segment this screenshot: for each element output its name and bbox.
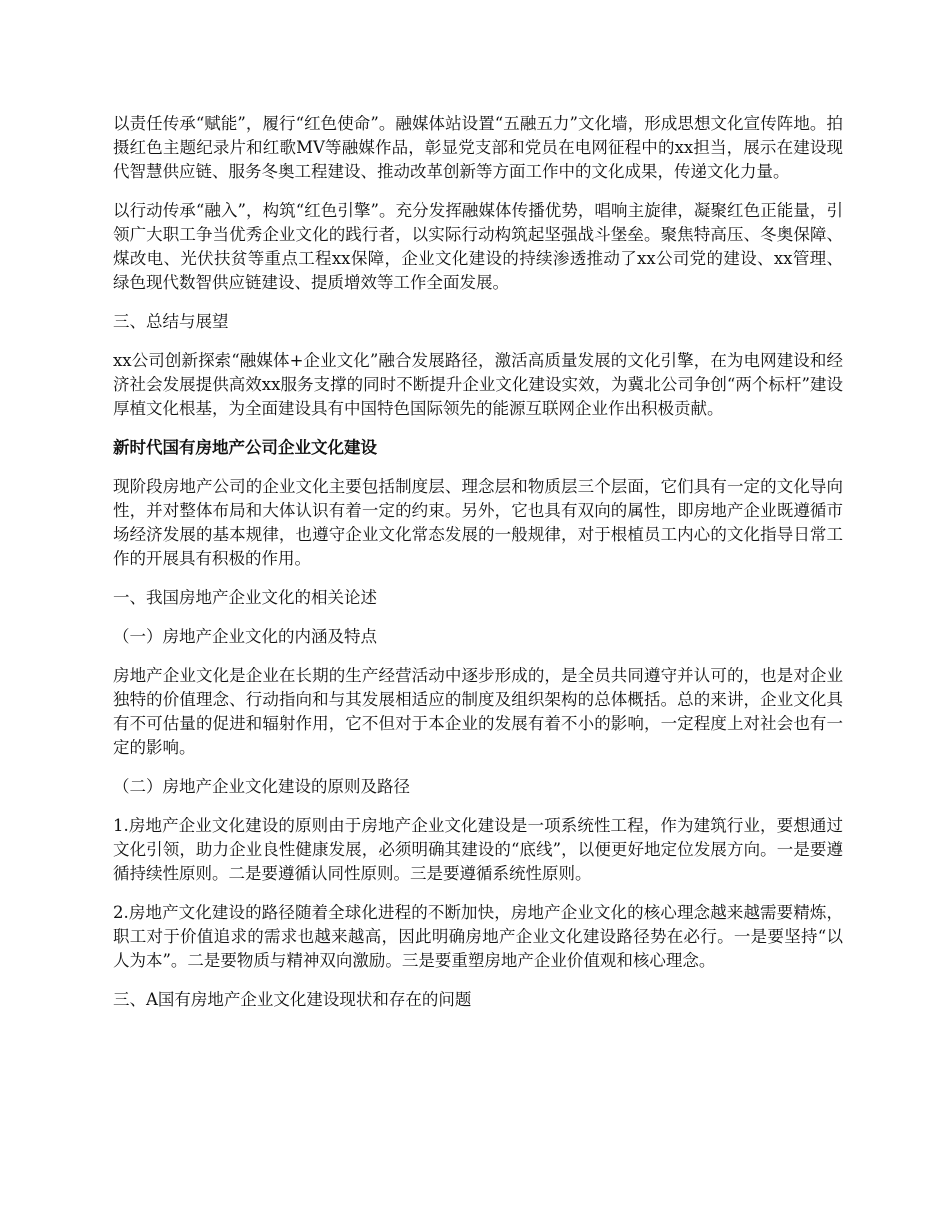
article-title: 新时代国有房地产公司企业文化建设 [113, 438, 377, 457]
section-heading-overview: 一、我国房地产企业文化的相关论述 [113, 588, 377, 607]
paragraph-summary: xx公司创新探索“融媒体+企业文化”融合发展路径，激活高质量发展的文化引擎，在为电网建设和经济社会发展提供高效xx服务支撑的同时不断提升企业文化建设实效，为冀北公司争创“两个标杆”建设厚植文化根基，为全面建设具有中国特色国际领先的能源互联网企业作出积极贡献。 [113, 351, 843, 418]
paragraph-connotation: 房地产企业文化是企业在长期的生产经营活动中逐步形成的，是全员共同遵守并认可的，也是对企业独特的价值理念、行动指向和与其发展相适应的制度及组织架构的总体概括。总的来讲，企业文化具有不可估量的促进和辐射作用，它不但对于本企业的发展有着不小的影响，一定程度上对社会也有一定的影响。 [113, 666, 843, 757]
paragraph-principles: 1.房地产企业文化建设的原则由于房地产企业文化建设是一项系统性工程，作为建筑行业，要想通过文化引领，助力企业良性健康发展，必须明确其建设的“底线”，以便更好地定位发展方向。一是要遵循持续性原则。二是要遵循认同性原则。三是要遵循系统性原则。 [113, 816, 843, 883]
document-body [113, 112, 843, 1027]
subsection-heading-connotation: （一）房地产企业文化的内涵及特点 [113, 627, 377, 646]
section-heading-summary: 三、总结与展望 [113, 312, 229, 331]
subsection-heading-principles: （二）房地产企业文化建设的原则及路径 [113, 777, 410, 796]
paragraph-paths: 2.房地产文化建设的路径随着全球化进程的不断加快，房地产企业文化的核心理念越来越需要精炼，职工对于价值追求的需求也越来越高，因此明确房地产企业文化建设路径势在必行。一是要坚持“以人为本”。二是要物质与精神双向激励。三是要重塑房地产企业价值观和核心理念。 [113, 903, 843, 970]
section-heading-status: 三、A国有房地产企业文化建设现状和存在的问题 [113, 990, 472, 1009]
paragraph-intro: 现阶段房地产公司的企业文化主要包括制度层、理念层和物质层三个层面，它们具有一定的文化导向性，并对整体布局和大体认识有着一定的约束。另外，它也具有双向的属性，即房地产企业既遵循市场经济发展的基本规律，也遵守企业文化常态发展的一般规律，对于根植员工内心的文化指导日常工作的开展具有积极的作用。 [113, 477, 843, 568]
paragraph-red-engine: 以行动传承“融入”，构筑“红色引擎”。充分发挥融媒体传播优势，唱响主旋律，凝聚红色正能量，引领广大职工争当优秀企业文化的践行者，以实际行动构筑起坚强战斗堡垒。聚焦特高压、冬奥保障、煤改电、光伏扶贫等重点工程xx保障，企业文化建设的持续渗透推动了xx公司党的建设、xx管理、绿色现代数智供应链建设、提质增效等工作全面发展。 [113, 201, 843, 292]
paragraph-red-mission: 以责任传承“赋能”，履行“红色使命”。融媒体站设置“五融五力”文化墙，形成思想文化宣传阵地。拍摄红色主题纪录片和红歌MV等融媒作品，彰显党支部和党员在电网征程中的xx担当，展示在建设现代智慧供应链、服务冬奥工程建设、推动改革创新等方面工作中的文化成果，传递文化力量。 [113, 114, 843, 181]
